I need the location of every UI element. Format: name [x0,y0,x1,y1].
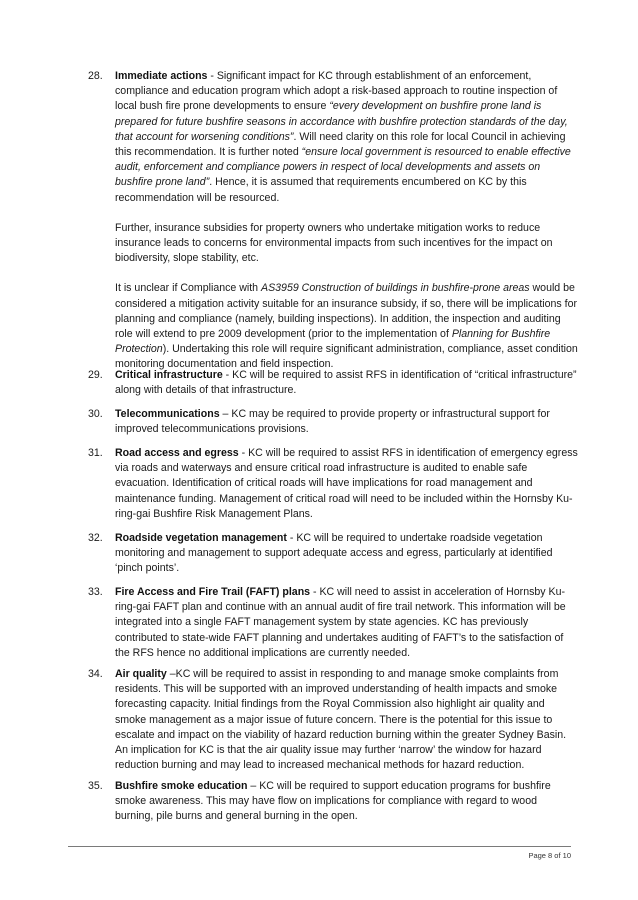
item-number: 33. [88,586,103,598]
item-body [115,585,578,661]
document-title: Planning for Bushfire Protection [115,328,551,356]
item-title: Fire Access and Fire Trail (FAFT) plans [115,586,311,598]
paragraph: Bushfire smoke education – KC will be required to support education programs for bushfire smoke awareness. This may have flow on implications for compliance with regard to wood burning, pile burns and general burning in the open. [115,780,551,823]
list-item-31 [88,446,578,522]
item-body [115,446,578,522]
item-title: Air quality [115,668,167,680]
item-body [115,368,578,398]
paragraph: Roadside vegetation management - KC will be required to undertake roadside vegetation monitoring and management to support adequate access and egress, particularly at identified ‘pinch points’. [115,532,553,575]
item-title: Road access and egress [115,447,239,459]
item-body [115,69,578,373]
item-body [115,667,578,773]
list-item-30 [88,407,578,437]
paragraph: Immediate actions - Significant impact for KC through establishment of an enforcement, compliance and education program which adopt a risk-based approach to routine inspection of local bush fire prone developments to ensure “every development on bushfire prone land is prepared for future bushfire seasons in accordance with bushfire protection standards of the day, that account for worsening conditions”. Will need clarity on this role for local Council in achieving this recommendation. It is further noted “ensure local government is resourced to enable effective audit, enforcement and compliance powers in respect of local developments and assets on bushfire prone land”. Hence, it is assumed that requirements encumbered on KC by this recommendation will be resourced. [115,70,571,204]
quote: “every development on bushfire prone land is prepared for future bushfire seasons in accordance with bushfire protection standards of the day, that account for worsening conditions” [115,100,568,143]
list-item-35 [88,779,578,825]
item-body [115,779,578,825]
item-body [115,531,578,577]
item-title: Critical infrastructure [115,369,223,381]
item-number: 29. [88,369,103,381]
paragraph: Critical infrastructure - KC will be required to assist RFS in identification of “critical infrastructure” along with details of that infrastructure. [115,369,577,397]
list-item-33 [88,585,578,661]
standard-title: AS3959 Construction of buildings in bushfire-prone areas [261,282,530,295]
paragraph: Further, insurance subsidies for property owners who undertake mitigation works to reduce insurance leads to concerns for environmental impacts from such incentives for the impact on biodiversity, slope stability, etc. [115,221,553,265]
item-number: 34. [88,668,103,680]
item-number: 30. [88,408,103,420]
quote: “ensure local government is resourced to enable effective audit, enforcement and compliance powers in respect of local developments and assets on bushfire prone land” [115,146,571,189]
list-item-34 [88,667,578,773]
footer-divider [68,846,571,847]
item-number: 35. [88,780,103,792]
item-body [115,407,578,437]
page-number: Page 8 of 10 [528,851,571,860]
item-number: 31. [88,447,103,459]
list-item-29 [88,368,578,398]
paragraph: Fire Access and Fire Trail (FAFT) plans - KC will need to assist in acceleration of Hornsby Ku-ring-gai FAFT plan and continue with an annual audit of fire trail network. This information will be integrated into a single FAFT management system by state agencies. KC has previously contributed to state-wide FAFT planning and undertakes auditing of FAFT’s to the satisfaction of the RFS hence no additional implications are currently needed. [115,586,566,659]
item-title: Roadside vegetation management [115,532,287,544]
paragraph: Road access and egress - KC will be required to assist RFS in identification of emergency egress via roads and waterways and ensure critical road infrastructure is audited to enable safe evacuation. Identification of critical roads will have implications for road management and maintenance funding. Management of critical road will need to be included within the Hornsby Ku-ring-gai Bushfire Risk Management Plans. [115,447,578,520]
paragraph: It is unclear if Compliance with AS3959 Construction of buildings in bushfire-prone areas would be considered a mitigation activity suitable for an insurance subsidy, if so, there will be implications for planning and compliance (namely, building inspections). In addition, the inspection and auditing role will extend to pre 2009 development (prior to the implementation of Planning for Bushfire Protection). Undertaking this role will require significant administration, compliance, asset condition monitoring documentation and field inspection. [115,282,578,371]
item-number: 32. [88,532,103,544]
paragraph: Air quality –KC will be required to assist in responding to and manage smoke complaints from residents. This will be supported with an improved understanding of health impacts and smoke forecasting capacity. Initial findings from the Royal Commission also highlight air quality and smoke management as a major issue of future concern. There is the potential for this issue to escalate and impact on the viability of hazard reduction burning within the greater Sydney Basin. An implication for KC is that the air quality issue may further ‘narrow’ the window for hazard reduction burning and may lead to increased mechanical methods for hazard reduction. [115,668,567,772]
item-number: 28. [88,70,103,82]
item-title: Bushfire smoke education [115,780,248,792]
item-title: Telecommunications [115,408,220,420]
list-item-28 [88,69,578,373]
list-item-32 [88,531,578,577]
item-title: Immediate actions [115,70,208,82]
paragraph: Telecommunications – KC may be required to provide property or infrastructural support for improved telecommunications provisions. [115,408,550,436]
